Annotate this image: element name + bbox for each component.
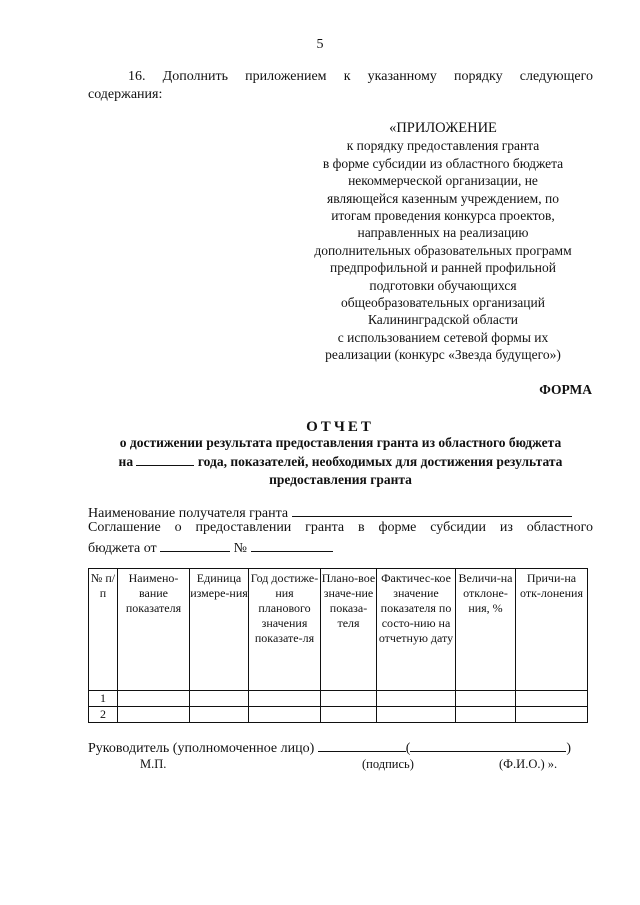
signature-caption: (подпись) — [362, 757, 414, 771]
appendix-line: подготовки обучающихся — [369, 277, 517, 293]
fio-caption: (Ф.И.О.) ». — [499, 757, 558, 771]
table-cell — [377, 691, 456, 707]
table-header-cell: Величи-на отклоне-ния, % — [456, 569, 516, 691]
table-cell — [516, 691, 588, 707]
appendix-line: некоммерческой организации, не — [348, 173, 538, 189]
recipient-blank — [292, 503, 572, 517]
report-subtitle-year-text: года, показателей, необходимых для достижения результата — [197, 454, 563, 469]
agreement-line-1 — [88, 520, 593, 536]
agreement-word: в — [357, 520, 365, 535]
fio-close-paren: ) — [566, 741, 572, 756]
table-header-cell: Фактичес-кое значение показателя по состо-нию на отчетную дату — [377, 569, 456, 691]
table-row — [89, 691, 588, 707]
agreement-word: субсидии — [430, 520, 487, 535]
appendix-line: к порядку предоставления гранта — [346, 138, 540, 154]
table-cell — [456, 691, 516, 707]
table-cell — [249, 691, 321, 707]
report-subtitle-line-3: предоставления гранта — [269, 472, 412, 487]
paragraph-16-word: следующего — [519, 69, 593, 84]
appendix-heading-block — [298, 120, 588, 364]
table-cell — [118, 691, 190, 707]
signature-row — [88, 738, 608, 757]
table-cell — [516, 707, 588, 723]
appendix-line: реализации (конкурс «Звезда будущего») — [325, 347, 561, 363]
agreement-word: гранта — [305, 520, 345, 535]
table-header-cell: № п/п — [89, 569, 118, 691]
table-header-cell: Год достиже-ния планового значения показате-ля — [249, 569, 321, 691]
paragraph-16-line-1 — [88, 68, 593, 86]
appendix-line: дополнительных образовательных программ — [314, 242, 572, 258]
table-cell — [190, 707, 249, 723]
recipient-label: Наименование получателя гранта — [88, 506, 289, 521]
table-cell — [321, 707, 377, 723]
report-subtitle — [88, 434, 593, 489]
appendix-lines — [298, 137, 588, 363]
agreement-word: предоставлении — [195, 520, 292, 535]
table-cell — [456, 707, 516, 723]
table-cell — [249, 707, 321, 723]
appendix-line: Калининградской области — [367, 312, 519, 328]
agreement-date-label: бюджета от — [88, 541, 157, 556]
table-cell: 2 — [89, 707, 118, 723]
paragraph-16-word: 16. — [128, 69, 146, 84]
table-cell — [321, 691, 377, 707]
agreement-line-2 — [88, 538, 593, 557]
table-header-cell: Причи-на отк-лонения — [516, 569, 588, 691]
paragraph-16-word: Дополнить — [162, 69, 228, 84]
report-title: ОТЧЕТ — [306, 419, 374, 435]
paragraph-16 — [88, 68, 593, 104]
report-subtitle-line-1: о достижении результата предоставления гранта из областного бюджета — [119, 435, 562, 450]
appendix-line: общеобразовательных организаций — [341, 295, 545, 311]
paragraph-16-line-2: содержания: — [88, 87, 163, 102]
paragraph-16-word: указанному — [367, 69, 437, 84]
table-header-cell: Плано-вое значе-ние показа-теля — [321, 569, 377, 691]
report-subtitle-na: на — [118, 454, 134, 469]
agreement-date-blank — [160, 538, 230, 552]
table-body — [89, 691, 588, 723]
appendix-line: с использованием сетевой формы их — [337, 329, 549, 345]
page-number: 5 — [316, 37, 324, 52]
table-header-row — [89, 569, 588, 691]
appendix-line: в форме субсидии из областного бюджета — [322, 155, 564, 171]
appendix-heading: «ПРИЛОЖЕНИЕ — [389, 120, 497, 136]
table-header-cell: Единица измере-ния — [190, 569, 249, 691]
signatory-label: Руководитель (уполномоченное лицо) — [88, 741, 315, 756]
table-row — [89, 707, 588, 723]
fio-open-paren: ( — [405, 741, 411, 756]
agreement-number-label: № — [233, 541, 247, 556]
agreement-word: областного — [526, 520, 593, 535]
appendix-line: предпрофильной и ранней профильной — [330, 260, 556, 276]
agreement-word: из — [499, 520, 513, 535]
table-cell — [190, 691, 249, 707]
report-subtitle-line-2 — [88, 452, 593, 471]
form-label: ФОРМА — [539, 382, 592, 397]
paragraph-16-word: порядку — [453, 69, 503, 84]
report-table — [88, 568, 588, 723]
signature-blank — [318, 738, 406, 752]
agreement-word: Соглашение — [88, 520, 161, 535]
seal-mark: М.П. — [140, 757, 167, 771]
appendix-line: итогам проведения конкурса проектов, — [331, 208, 555, 224]
agreement-word: о — [174, 520, 182, 535]
table-cell — [377, 707, 456, 723]
agreement-number-blank — [251, 538, 333, 552]
fio-blank — [410, 738, 566, 752]
table-cell: 1 — [89, 691, 118, 707]
table-cell — [118, 707, 190, 723]
year-blank — [136, 452, 194, 466]
paragraph-16-word: приложением — [245, 69, 327, 84]
appendix-line: являющейся казенным учреждением, по — [327, 190, 559, 206]
agreement-word: форме — [378, 520, 417, 535]
agreement-block — [88, 520, 593, 557]
table-header-cell: Наимено-вание показателя — [118, 569, 190, 691]
paragraph-16-word: к — [343, 69, 351, 84]
appendix-line: направленных на реализацию — [357, 225, 529, 241]
